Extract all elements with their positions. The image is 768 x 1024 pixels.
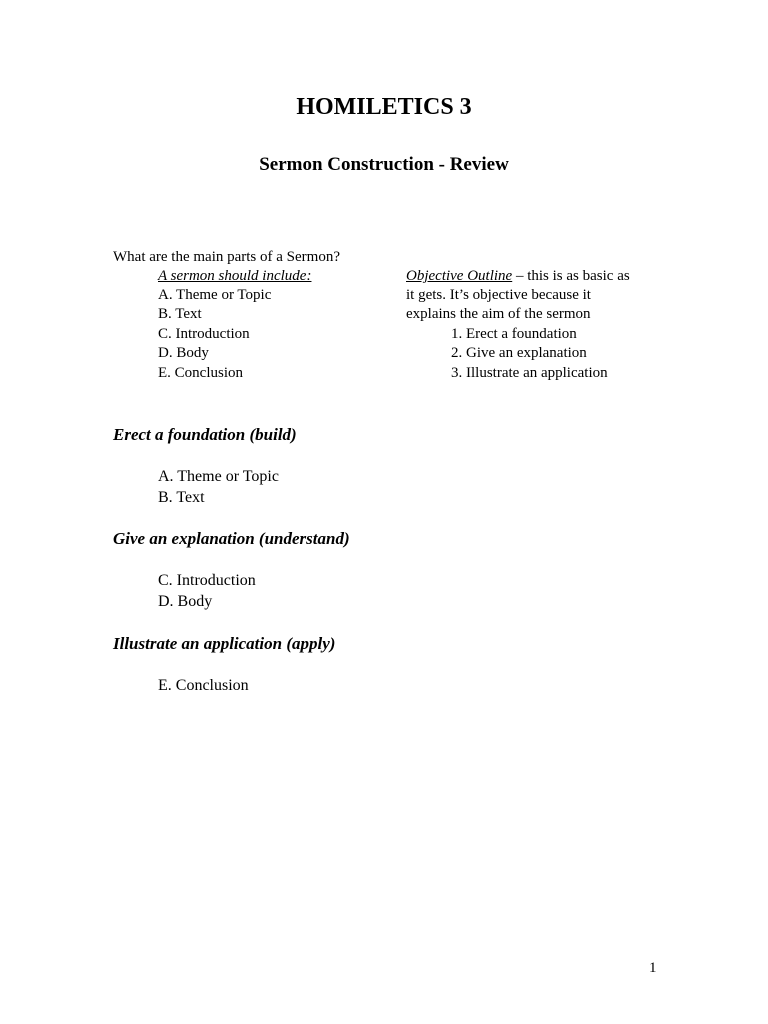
objective-outline-item: 1. Erect a foundation [451,326,577,342]
page-title: HOMILETICS 3 [296,94,472,120]
objective-outline-rest: – this is as basic as [512,268,630,284]
intro-question: What are the main parts of a Sermon? [113,249,340,265]
section-item: A. Theme or Topic [158,468,279,485]
section-item: E. Conclusion [158,677,249,694]
objective-outline-heading: Objective Outline [406,268,513,284]
sermon-part-item: B. Text [158,306,202,322]
objective-outline-item: 2. Give an explanation [451,345,587,361]
objective-outline-text: explains the aim of the sermon [406,306,591,322]
section-heading-understand: Give an explanation (understand) [113,529,350,548]
sermon-part-item: D. Body [158,345,209,361]
section-item: D. Body [158,593,213,610]
objective-outline-item: 3. Illustrate an application [451,365,608,381]
sermon-parts-heading: A sermon should include: [158,268,312,284]
section-heading-apply: Illustrate an application (apply) [113,634,336,653]
page-number: 1 [649,960,657,976]
section-item: B. Text [158,489,205,506]
section-heading-build: Erect a foundation (build) [113,425,297,444]
sermon-part-item: C. Introduction [158,326,250,342]
section-item: C. Introduction [158,572,256,589]
objective-outline-text: it gets. It’s objective because it [406,287,591,303]
page-subtitle: Sermon Construction - Review [259,154,509,175]
objective-outline-line [406,267,630,287]
sermon-part-item: E. Conclusion [158,365,243,381]
sermon-part-item: A. Theme or Topic [158,287,272,303]
